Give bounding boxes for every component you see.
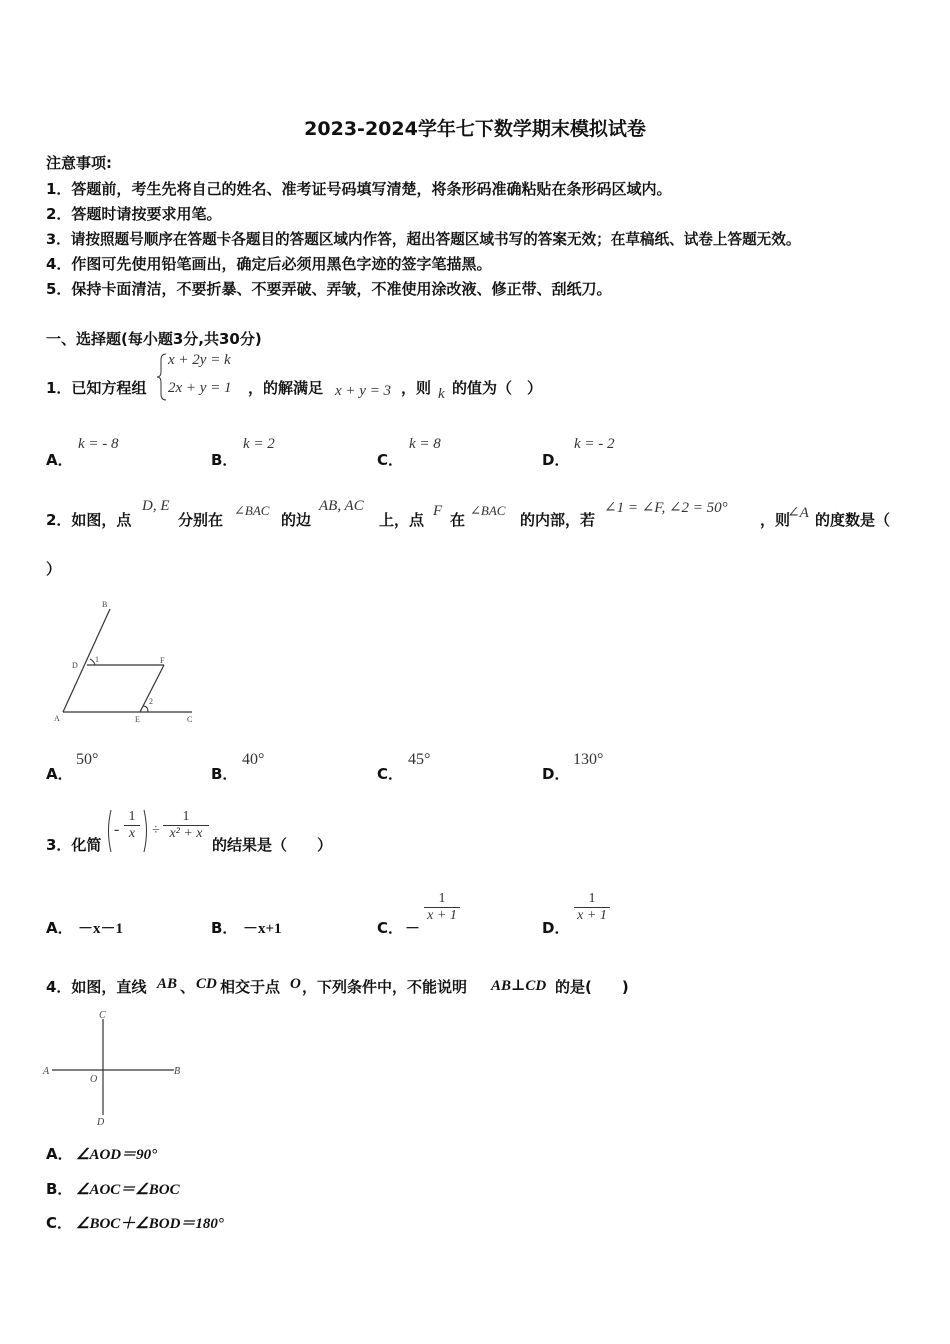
q4-label-b: B bbox=[174, 1066, 181, 1077]
q4-label-a: A bbox=[43, 1066, 50, 1077]
q2-point-f: F bbox=[433, 503, 443, 519]
q2-points-de: D, E bbox=[142, 498, 170, 514]
q3-option-c-letter: C． bbox=[377, 919, 404, 937]
q2-angle-bac-2: ∠BAC bbox=[470, 503, 506, 518]
notice-item-2: 2．答题时请按要求用笔。 bbox=[46, 205, 222, 223]
q4-option-a: ∠AOD＝90° bbox=[76, 1147, 158, 1163]
q4-perp: AB⊥CD bbox=[491, 978, 547, 994]
q1-option-b-letter: B． bbox=[211, 451, 238, 469]
q3-minus: - bbox=[114, 821, 120, 838]
q2-option-c: 45° bbox=[408, 751, 431, 768]
q4-stem-3: 相交于点 bbox=[220, 978, 281, 996]
q2-angle-a: ∠A bbox=[787, 505, 809, 521]
q4-stem-1: 4．如图，直线 bbox=[46, 978, 147, 996]
q2-stem-6: 的内部，若 bbox=[520, 511, 596, 529]
q2-option-a: 50° bbox=[76, 751, 99, 768]
q2-option-b-letter: B． bbox=[211, 765, 238, 783]
q3-stem-start: 3．化简 bbox=[46, 836, 102, 854]
q4-option-c: ∠BOC＋∠BOD＝180° bbox=[76, 1216, 224, 1232]
q2-label-c: C bbox=[187, 715, 193, 724]
q1-option-c: k = 8 bbox=[409, 436, 441, 452]
q3-fraction-2-den: x² + x bbox=[163, 825, 209, 842]
q2-option-d-letter: D． bbox=[542, 765, 570, 783]
q3-option-d-letter: D． bbox=[542, 919, 570, 937]
q2-condition: ∠1 = ∠F, ∠2 = 50° bbox=[604, 500, 728, 516]
q2-option-c-letter: C． bbox=[377, 765, 404, 783]
q3-fraction-1-num: 1 bbox=[128, 809, 136, 824]
q1-stem-start: 1．已知方程组 bbox=[46, 379, 147, 397]
q2-option-a-letter: A． bbox=[46, 765, 73, 783]
q2-label-f: F bbox=[160, 656, 165, 665]
q2-stem-1: 2．如图，点 bbox=[46, 511, 132, 529]
q2-stem-3: 的边 bbox=[281, 511, 312, 529]
notice-heading: 注意事项: bbox=[46, 154, 112, 172]
q3-option-c-fraction bbox=[424, 891, 460, 924]
q2-stem-5: 在 bbox=[450, 511, 466, 529]
q3-fraction-1 bbox=[124, 809, 140, 842]
q1-brace bbox=[156, 352, 168, 402]
notice-item-5: 5．保持卡面清洁，不要折暴、不要弄破、弄皱，不准使用涂改液、修正带、刮纸刀。 bbox=[46, 280, 612, 298]
q3-option-d-fraction bbox=[574, 891, 610, 924]
q2-sides: AB, AC bbox=[319, 498, 364, 514]
q4-stem-2: 、 bbox=[180, 978, 196, 996]
q3-stem-end: 的结果是（ ） bbox=[212, 836, 333, 854]
q4-label-c: C bbox=[99, 1010, 106, 1021]
q1-equation-1: x + 2y = k bbox=[168, 352, 231, 368]
q3-divide: ÷ bbox=[152, 823, 160, 838]
q3-option-c-den: x + 1 bbox=[424, 907, 460, 924]
q2-label-d: D bbox=[72, 661, 78, 670]
q1-k: k bbox=[438, 386, 445, 402]
q4-line-ab: AB bbox=[157, 976, 178, 992]
q1-stem-end: 的值为（ ） bbox=[452, 379, 543, 397]
q1-option-c-letter: C． bbox=[377, 451, 404, 469]
notice-item-3: 3．请按照题号顺序在答题卡各题目的答题区域内作答，超出答题区域书写的答案无效；在草稿纸、试卷上答题无效。 bbox=[46, 231, 801, 248]
q2-stem-7: ，则 bbox=[760, 511, 791, 529]
q4-stem-4: ，下列条件中，不能说明 bbox=[302, 978, 468, 996]
q1-condition: x + y = 3 bbox=[335, 383, 392, 399]
q1-option-d: k = - 2 bbox=[574, 436, 615, 452]
q1-equation-2: 2x + y = 1 bbox=[168, 380, 232, 396]
q3-option-c-prefix: － bbox=[405, 919, 421, 937]
q3-option-d-den: x + 1 bbox=[574, 907, 610, 924]
q3-left-paren bbox=[105, 808, 113, 854]
q3-fraction-1-den: x bbox=[124, 825, 140, 842]
q1-stem-mid: ，的解满足 bbox=[248, 379, 324, 397]
q3-option-a-letter: A． bbox=[46, 919, 73, 937]
q3-option-c-num: 1 bbox=[438, 891, 446, 906]
q3-fraction-2 bbox=[163, 809, 209, 842]
q4-point-o: O bbox=[290, 976, 301, 992]
q4-option-b-letter: B． bbox=[46, 1180, 73, 1198]
q4-label-d: D bbox=[97, 1117, 105, 1128]
q1-option-a: k = - 8 bbox=[78, 436, 119, 452]
q1-option-b: k = 2 bbox=[243, 436, 275, 452]
q2-label-e: E bbox=[135, 715, 140, 724]
q4-figure bbox=[38, 1005, 188, 1130]
q2-stem-2: 分别在 bbox=[178, 511, 224, 529]
q4-stem-5: 的是( ) bbox=[555, 978, 629, 996]
q2-close-paren: ） bbox=[46, 560, 62, 578]
section-heading: 一、选择题(每小题3分,共30分) bbox=[46, 330, 262, 348]
q4-line-cd: CD bbox=[196, 976, 217, 992]
q1-stem-then: ，则 bbox=[401, 379, 432, 397]
q1-option-d-letter: D． bbox=[542, 451, 570, 469]
q3-option-b: －x+1 bbox=[243, 921, 282, 937]
q4-option-b: ∠AOC＝∠BOC bbox=[76, 1182, 180, 1198]
q2-option-b: 40° bbox=[242, 751, 265, 768]
q4-option-c-letter: C． bbox=[46, 1214, 73, 1232]
q4-option-a-letter: A． bbox=[46, 1145, 73, 1163]
q2-figure bbox=[40, 595, 210, 730]
q2-label-2: 2 bbox=[149, 697, 153, 706]
notice-item-4: 4．作图可先使用铅笔画出，确定后必须用黑色字迹的签字笔描黑。 bbox=[46, 255, 492, 273]
q2-stem-8: 的度数是（ bbox=[815, 511, 891, 529]
page-title: 2023-2024学年七下数学期末模拟试卷 bbox=[304, 118, 646, 140]
q1-option-a-letter: A． bbox=[46, 451, 73, 469]
q2-option-d: 130° bbox=[573, 751, 604, 768]
q2-label-1: 1 bbox=[95, 655, 99, 664]
q3-option-a: －x－1 bbox=[78, 921, 124, 937]
notice-item-1: 1．答题前，考生先将自己的姓名、准考证号码填写清楚，将条形码准确粘贴在条形码区域内。 bbox=[46, 180, 672, 198]
q3-option-d-num: 1 bbox=[588, 891, 596, 906]
q2-label-a: A bbox=[54, 714, 60, 723]
q2-stem-4: 上，点 bbox=[379, 511, 425, 529]
q3-option-b-letter: B． bbox=[211, 919, 238, 937]
q2-angle-bac: ∠BAC bbox=[234, 503, 270, 518]
q3-right-paren bbox=[142, 808, 150, 854]
q2-label-b: B bbox=[102, 600, 108, 609]
q3-fraction-2-num: 1 bbox=[182, 809, 190, 824]
q4-label-o: O bbox=[90, 1074, 98, 1085]
